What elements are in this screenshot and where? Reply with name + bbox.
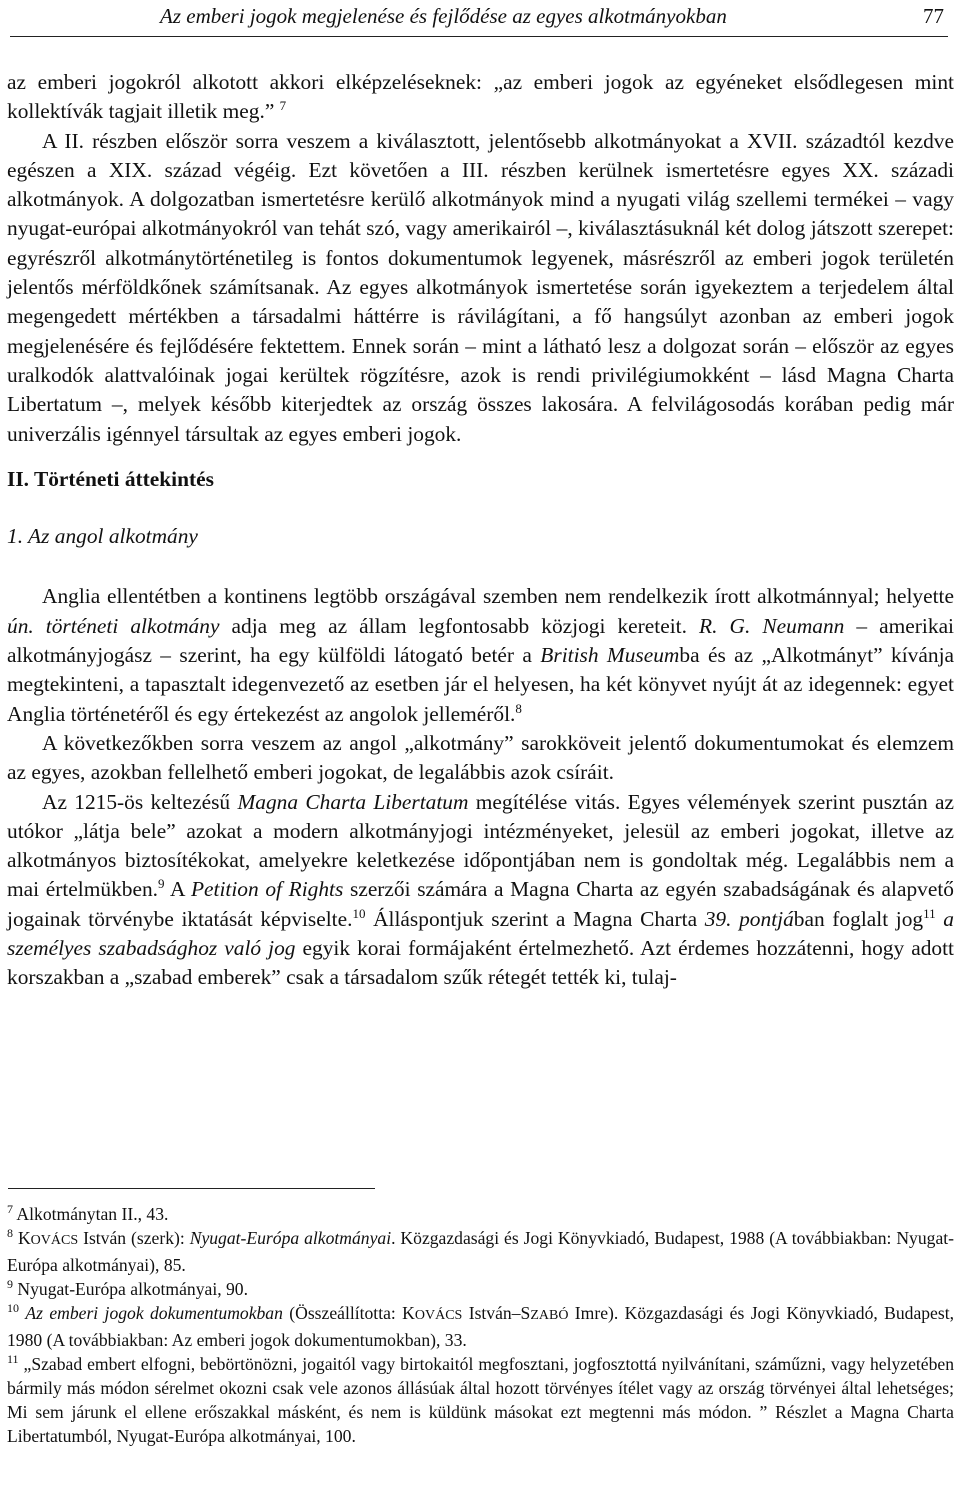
italic-run: a személyes szabadsághoz való jog xyxy=(7,906,954,961)
italic-run: Petition of Rights xyxy=(190,877,344,902)
footnote-9 xyxy=(7,1277,954,1301)
text-run: (Összeállította: xyxy=(282,1303,403,1323)
italic-run: 39. pontjá xyxy=(704,906,794,931)
footnote-text: Alkotmánytan II., 43. xyxy=(13,1204,169,1224)
italic-run: ún. történeti alkotmány xyxy=(7,613,220,638)
text-run: Az 1215-ös keltezésű xyxy=(42,789,238,814)
footnote-ref-9: 9 xyxy=(158,876,165,892)
text-run: ba és az „Alkotmányt” kívánja megtekinteni, a tapasztalt idegenvezető az esetben jár el helyesen, ha két könyvet nyújt át az idegennek: egyet Anglia történetéről és egy értekezést az angolok jelleméről. xyxy=(7,643,955,726)
footnote-10 xyxy=(7,1301,954,1352)
footnote-ref-7: 7 xyxy=(279,98,287,114)
text-run: egyik korai formájaként értelmezhető. Azt érdemes hozzátenni, hogy adott korszakban a „szabad emberek” csak a társadalom szűk rétegét tették ki, tulaj- xyxy=(7,936,954,990)
text-run: megítélése vitás. Egyes vélemények szerint pusztán az utókor „látja bele” azokat a modern alkotmányjogi intézményeket, jelesül az emberi jogokat, illetve az alkotmányos biztosítékokat, amelyekre keletkezése időpontjában nem is gondoltak még. Legalábbis nem a mai értelmükben. xyxy=(7,789,954,902)
text-run: S xyxy=(520,1303,531,1323)
small-caps-run: ZABÓ xyxy=(530,1308,569,1323)
footnote-number: 9 xyxy=(7,1276,13,1291)
text-run: szerzői számára a Magna Charta az egyén szabadságának és alapvető jogainak törvénybe iktatását képviselte. xyxy=(7,877,954,931)
footnote-number: 11 xyxy=(7,1351,19,1366)
text-run: István (szerk): xyxy=(78,1228,190,1248)
footnotes xyxy=(7,1202,954,1448)
paragraph-1 xyxy=(7,68,954,127)
text-run: A xyxy=(164,877,191,902)
italic-run: British Museum xyxy=(540,643,680,668)
footnote-11 xyxy=(7,1352,954,1448)
text-run: ban foglalt jog xyxy=(793,906,924,931)
small-caps-run: OVÁCS xyxy=(414,1308,463,1323)
footnote-number: 7 xyxy=(7,1201,13,1216)
italic-run: Az emberi jogok dokumentumokban xyxy=(25,1303,283,1323)
italic-run: R. G. Neumann xyxy=(699,613,845,638)
running-title: Az emberi jogok megjelenése és fejlődése az egyes alkotmányokban xyxy=(160,4,727,28)
paragraph-4: A következőkben sorra veszem az angol „alkotmány” sarokköveit jelentő dokumentumokat és elemzem az egyes, azokban fellelhető emberi jogokat, de legalábbis azok csíráit. xyxy=(7,730,954,785)
text-run: K xyxy=(17,1228,31,1248)
subsection-heading: 1. Az angol alkotmány xyxy=(7,524,198,549)
paragraph-2: A II. részben először sorra veszem a kiválasztott, jelentősebb alkotmányokat a XVII. századtól kezdve egészen a XIX. század végéig. Ezt követően a III. részben kerülnek ismertetésre egyes XX. századi alkotmányok. A dolgozatban ismertetésre kerülő alkotmányok mind a nyugati világ szellemi termékei – vagy nyugat-európai alkotmányokról van tehát szó, vagy amerikairól –, kiválasztásuknál két dolog játszott szerepet: egyrészről alkotmánytörténetileg is fontos dokumentumok legyenek, másrészről az emberi jogok területén jelentős mérföldkőnek számítsanak. Az egyes alkotmányok ismertetése során igyekeztem a terjedelem által megengedett mértékben a társadalmi háttérre is rávilágítani, a fő hangsúlyt azonban az emberi jogok megjelenésére és fejlődésére fektettem. Ennek során – mint a látható lesz a dolgozat során – először az egyes uralkodók alattvalóinak jogai kerültek rögzítésre, azok is rendi privilégiumokként – lásd Magna Charta Libertatum –, melyek később kiterjedtek az ország összes lakosára. A felvilágosodás korában pedig már univerzális igénnyel társultak az egyes emberi jogok. xyxy=(7,128,954,446)
footnote-8 xyxy=(7,1226,954,1277)
footnote-ref-10: 10 xyxy=(352,905,366,921)
footnote-number: 10 xyxy=(7,1300,19,1315)
footnote-7 xyxy=(7,1202,954,1226)
text-run: Anglia ellentétben a kontinens legtöbb országával szemben nem rendelkezik írott alkotmánnyal; helyette xyxy=(42,584,954,609)
section-heading: II. Történeti áttekintés xyxy=(7,466,214,491)
text-run: az emberi jogokról alkotott akkori elképzeléseknek: „az emberi jogok az egyéneket elsődlegesen mint kollektívák tagjait illetik meg.” xyxy=(7,70,954,124)
footnote-separator xyxy=(8,1188,375,1189)
footnote-text: Nyugat-Európa alkotmányai, 90. xyxy=(13,1279,249,1299)
small-caps-run: OVÁCS xyxy=(30,1233,79,1248)
text-run: adja meg az állam legfontosabb közjogi kereteit. xyxy=(219,613,700,638)
text-run: Imre). Közgazdasági és Jogi Könyvkiadó, Budapest, 1980 (A továbbiakban: Az emberi jogok dokumentumokban), 33. xyxy=(7,1303,955,1350)
footnote-text: „Szabad embert elfogni, bebörtönözni, jogaitól vagy birtokaitól megfosztani, jogfosztottá nyilvánítani, száműzni, vagy helyzetében bármily más módon sérelmet okozni csak vele azonos állásúak által hozott törvényes ítélet vagy az ország törvényei által lehetséges; Mi sem járunk el ellene erőszakkal másként, és nem is küldünk másokat ezt megtenni más módon. ” Részlet a Magna Charta Libertatumból, Nyugat-Európa alkotmányai, 100. xyxy=(7,1354,954,1446)
running-header xyxy=(10,0,948,37)
text-run: – amerikai alkotmányjogász – szerint, ha egy külföldi látogató betér a xyxy=(7,613,955,668)
page-number: 77 xyxy=(923,4,944,28)
text-run: . Közgazdasági és Jogi Könyvkiadó, Budapest, 1988 (A továbbiakban: Nyugat-Európa alkotmányai), 85. xyxy=(7,1228,955,1275)
text-run: Álláspontjuk szerint a Magna Charta xyxy=(365,906,705,931)
italic-run: Nyugat-Európa alkotmányai xyxy=(189,1228,392,1248)
text-run: K xyxy=(402,1303,415,1323)
paragraph-3 xyxy=(7,582,954,728)
italic-run: Magna Charta Libertatum xyxy=(237,789,469,814)
paragraph-5 xyxy=(7,788,954,993)
footnote-ref-11: 11 xyxy=(923,905,936,921)
main-text xyxy=(7,68,954,993)
text-run: István– xyxy=(462,1303,521,1323)
footnote-ref-8: 8 xyxy=(515,700,522,716)
footnote-number: 8 xyxy=(7,1225,13,1240)
